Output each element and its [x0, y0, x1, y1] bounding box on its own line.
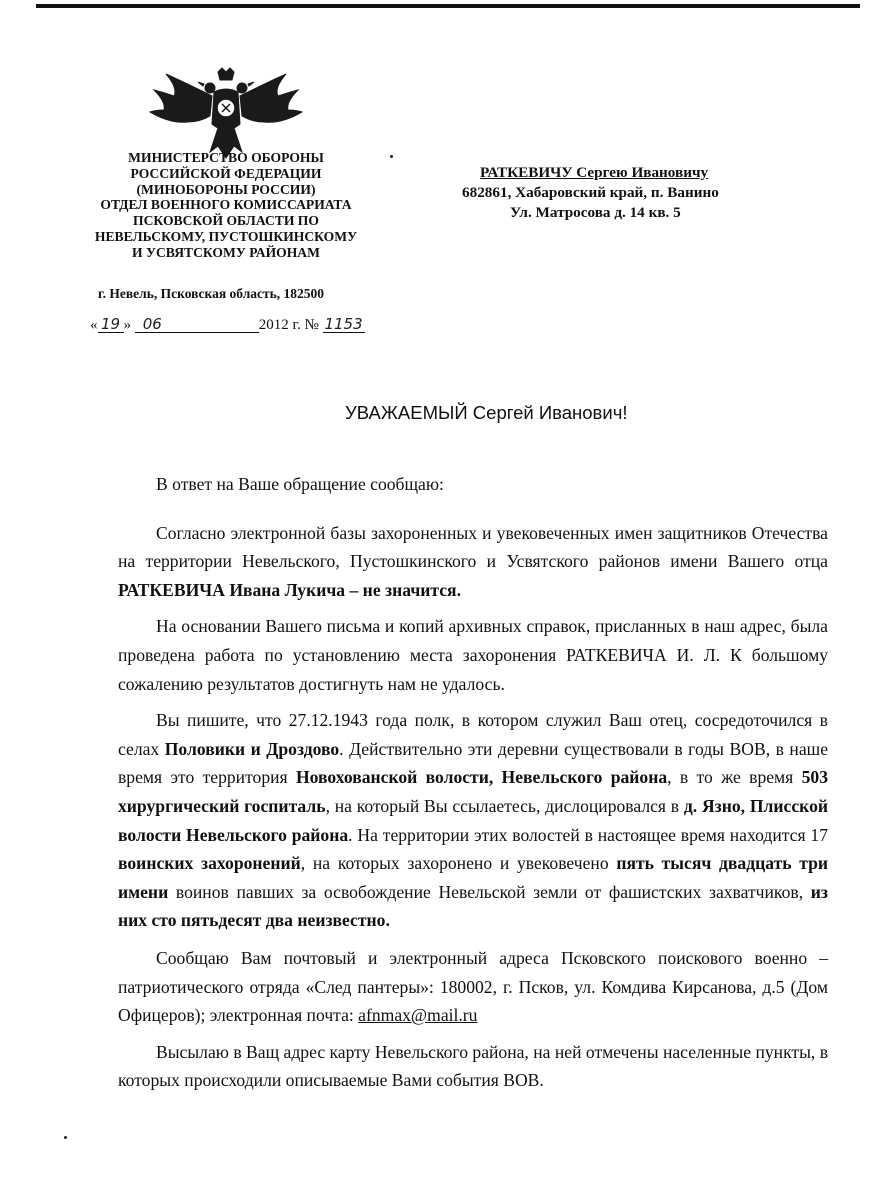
org-line: (МИНОБОРОНЫ РОССИИ) — [136, 181, 316, 197]
recipient-address-line: 682861, Хабаровский край, п. Ванино — [462, 184, 719, 201]
paragraph-search-work: На основании Вашего письма и копий архивных справок, присланных в наш адрес, была проведена работа по установлению места захоронения РАТКЕВИЧА И. Л. К большому сожалению результатов достигнуть нам не удалось. — [118, 616, 828, 694]
org-line: ПСКОВСКОЙ ОБЛАСТИ ПО — [133, 213, 319, 229]
recipient-name: РАТКЕВИЧУ Сергею Ивановичу — [480, 164, 709, 181]
bold-run: из них сто пятьдесят два неизвестно — [118, 881, 828, 931]
text-run: , в то же время — [667, 767, 802, 788]
paragraph-contacts — [118, 944, 828, 1030]
ref-number: 1153 — [324, 315, 363, 333]
organization-header — [70, 150, 382, 261]
bold-run: . — [456, 579, 461, 600]
close-quote: » — [123, 317, 131, 333]
org-line: РОССИЙСКОЙ ФЕДЕРАЦИИ — [130, 165, 322, 181]
paragraph-map: Высылаю в Ващ адрес карту Невельского района, на ней отмечены населенные пункты, в которых происходили описываемые Вами события ВОВ. — [118, 1041, 829, 1091]
ref-year-text: 2012 г. № — [258, 317, 319, 333]
recipient-street-line: Ул. Матросова д. 14 кв. 5 — [510, 204, 681, 221]
bold-run: Половики и Дроздово — [164, 738, 340, 759]
letter-body — [118, 470, 828, 1095]
bold-run: воинских захоронений — [118, 853, 301, 874]
bold-run: РАТКЕВИЧА Ивана Лукича – не значится — [118, 579, 457, 600]
paragraph-burials — [118, 706, 828, 935]
ref-month: 06 — [135, 316, 259, 333]
org-line: ОТДЕЛ ВОЕННОГО КОМИССАРИАТА — [100, 197, 352, 213]
bold-run: Новохованской волости, Невельского района — [295, 767, 668, 788]
bold-run: 503 хирургический госпиталь — [118, 767, 828, 816]
bold-run: д. Язно, Плисской волости Невельского района — [118, 795, 828, 845]
org-line: МИНИСТЕРСТВО ОБОРОНЫ — [128, 150, 324, 165]
scan-speck — [64, 1136, 67, 1139]
org-address: г. Невель, Псковская область, 182500 — [98, 286, 325, 301]
text-run: . На территории этих волостей в настоящее время находится 17 — [348, 824, 828, 845]
text-run: , на который Вы ссылаетесь, дислоцировался в — [325, 795, 684, 816]
scan-speck — [390, 155, 393, 158]
email-link[interactable]: afnmax@mail.ru — [358, 1005, 478, 1026]
text-run: Сообщаю Вам почтовый и электронный адреса Псковского поискового военно – патриотического отряда «След пантеры»: 180002, г. Псков, ул. Комдива Кирсанова, д.5 (Дом Офицеров); электронная почта: — [118, 947, 828, 1026]
text-run: Вы пишите, что 27.12.1943 года полк, в котором служил Ваш отец, сосредоточился в селах — [118, 710, 828, 759]
top-border-line — [36, 4, 860, 8]
text-run: , на которых захоронено и увековечено — [300, 853, 617, 874]
bold-run: пять тысяч двадцать три имени — [118, 853, 829, 902]
paragraph-database — [118, 519, 828, 605]
paragraph-intro: В ответ на Ваше обращение сообщаю: — [156, 474, 444, 494]
open-quote: « — [90, 317, 98, 333]
recipient-block — [462, 163, 762, 223]
ref-day: 19 — [98, 316, 124, 333]
greeting-text: УВАЖАЕМЫЙ Сергей Иванович! — [345, 402, 628, 423]
bold-run: . — [385, 910, 390, 931]
org-line: НЕВЕЛЬСКОМУ, ПУСТОШКИНСКОМУ — [94, 228, 358, 244]
document-reference — [90, 316, 365, 334]
text-run: воинов павших за освобождение Невельской земли от фашистских захватчиков, — [168, 881, 811, 902]
text-run: Согласно электронной базы захороненных и увековеченных имен защитников Отечества на территории Невельского, Пустошкинского и Усвятского районов имени Вашего отца — [118, 522, 828, 572]
text-run: . Действительно эти деревни существовали в годы ВОВ, в наше время это территория — [118, 738, 829, 788]
org-line: И УСВЯТСКОМУ РАЙОНАМ — [132, 244, 320, 260]
